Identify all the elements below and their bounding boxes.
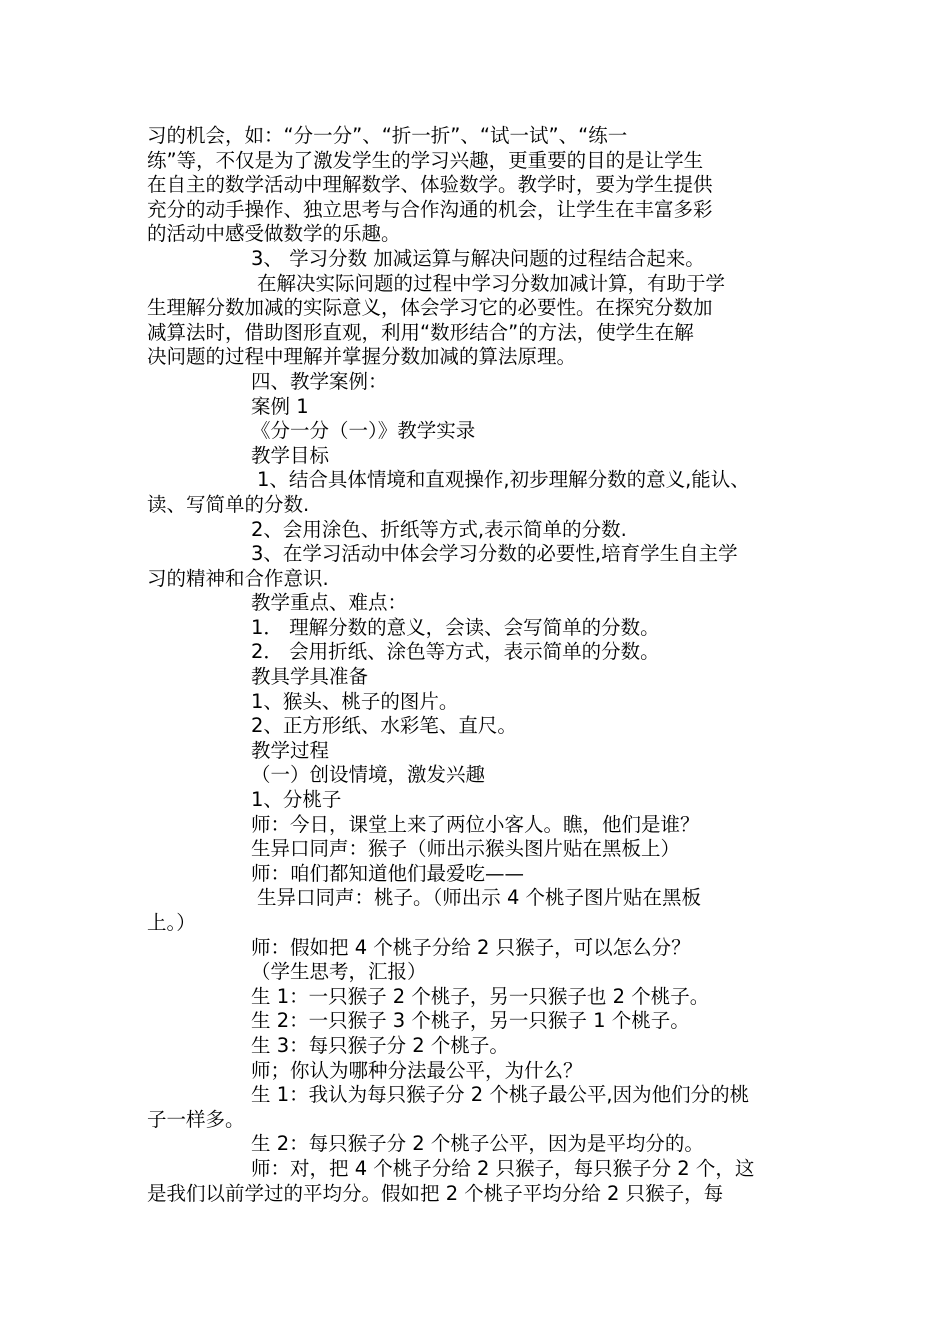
text-line: 案例 1: [251, 394, 309, 418]
text-line: 教学过程: [251, 738, 330, 762]
text-line: （学生思考，汇报）: [251, 960, 427, 984]
text-line: 师：假如把 4 个桃子分给 2 只猴子，可以怎么分？: [251, 935, 691, 959]
text-line: 1、猴头、桃子的图片。: [251, 689, 459, 713]
case-title: 《分一分（一）》教学实录: [251, 419, 476, 443]
text-line: 1、结合具体情境和直观操作,初步理解分数的意义,能认、: [257, 468, 750, 492]
document-body: [147, 124, 807, 1206]
text-line: 1． 理解分数的意义，会读、会写简单的分数。: [251, 615, 660, 639]
text-line: 生 1：我认为每只猴子分 2 个桃子最公平,因为他们分的桃: [251, 1083, 750, 1107]
text-line: 上。）: [147, 911, 196, 934]
text-line: 生 2：每只猴子分 2 个桃子公平，因为是平均分的。: [251, 1132, 704, 1156]
text-line: 2． 会用折纸、涂色等方式，表示简单的分数。: [251, 640, 660, 664]
text-line: 生异口同声：桃子。（师出示 4 个桃子图片贴在黑板: [257, 886, 702, 910]
text-line: 生 3：每只猴子分 2 个桃子。: [251, 1033, 509, 1057]
text-line: 子一样多。: [147, 1107, 245, 1131]
text-line: （一）创设情境，激发兴趣: [251, 763, 486, 787]
text-line: 是我们以前学过的平均分。假如把 2 个桃子平均分给 2 只猴子，每: [147, 1181, 724, 1205]
text-line: 的活动中感受做数学的乐趣。: [147, 222, 401, 246]
text-line: 3、 学习分数 加减运算与解决问题的过程结合起来。: [251, 246, 705, 270]
text-line: 在自主的数学活动中理解数学、体验数学。教学时，要为学生提供: [147, 173, 713, 197]
text-line: 减算法时，借助图形直观，利用“数形结合”的方法，使学生在解: [147, 320, 694, 344]
text-line: 生 1：一只猴子 2 个桃子，另一只猴子也 2 个桃子。: [251, 984, 710, 1008]
text-line: 2、会用涂色、折纸等方式,表示简单的分数.: [251, 517, 627, 541]
text-line: 3、在学习活动中体会学习分数的必要性,培育学生自主学: [251, 542, 738, 566]
text-line: 生 2：一只猴子 3 个桃子，另一只猴子 1 个桃子。: [251, 1009, 690, 1033]
section-heading: 四、教学案例：: [251, 369, 388, 393]
text-line: 2、正方形纸、水彩笔、直尺。: [251, 714, 517, 738]
text-line: 生异口同声：猴子（师出示猴头图片贴在黑板上）: [251, 837, 681, 861]
text-line: 师：咱们都知道他们最爱吃——: [251, 861, 525, 885]
text-line: 教具学具准备: [251, 665, 369, 689]
text-line: 在解决实际问题的过程中学习分数加减计算，有助于学: [257, 271, 726, 295]
text-line: 生理解分数加减的实际意义，体会学习它的必要性。在探究分数加: [147, 296, 713, 320]
text-line: 师；你认为哪种分法最公平，为什么？: [251, 1058, 583, 1082]
text-line: 教学重点、难点：: [251, 591, 408, 615]
text-line: 读、写简单的分数.: [147, 492, 310, 516]
text-line: 师：对，把 4 个桃子分给 2 只猴子，每只猴子分 2 个，这: [251, 1156, 755, 1180]
text-line: 充分的动手操作、独立思考与合作沟通的机会，让学生在丰富多彩: [147, 197, 713, 221]
text-line: 1、分桃子: [251, 788, 342, 812]
text-line: 习的精神和合作意识.: [147, 566, 329, 590]
text-line: 练”等，不仅是为了激发学生的学习兴趣，更重要的目的是让学生: [147, 148, 704, 172]
text-line: 师：今日，课堂上来了两位小客人。瞧，他们是谁？: [251, 812, 700, 836]
text-line: 习的机会，如：“分一分”、“折一折”、“试一试”、“练一: [147, 124, 628, 147]
text-line: 决问题的过程中理解并掌握分数加减的算法原理。: [147, 345, 577, 369]
text-line: 教学目标: [251, 443, 330, 467]
